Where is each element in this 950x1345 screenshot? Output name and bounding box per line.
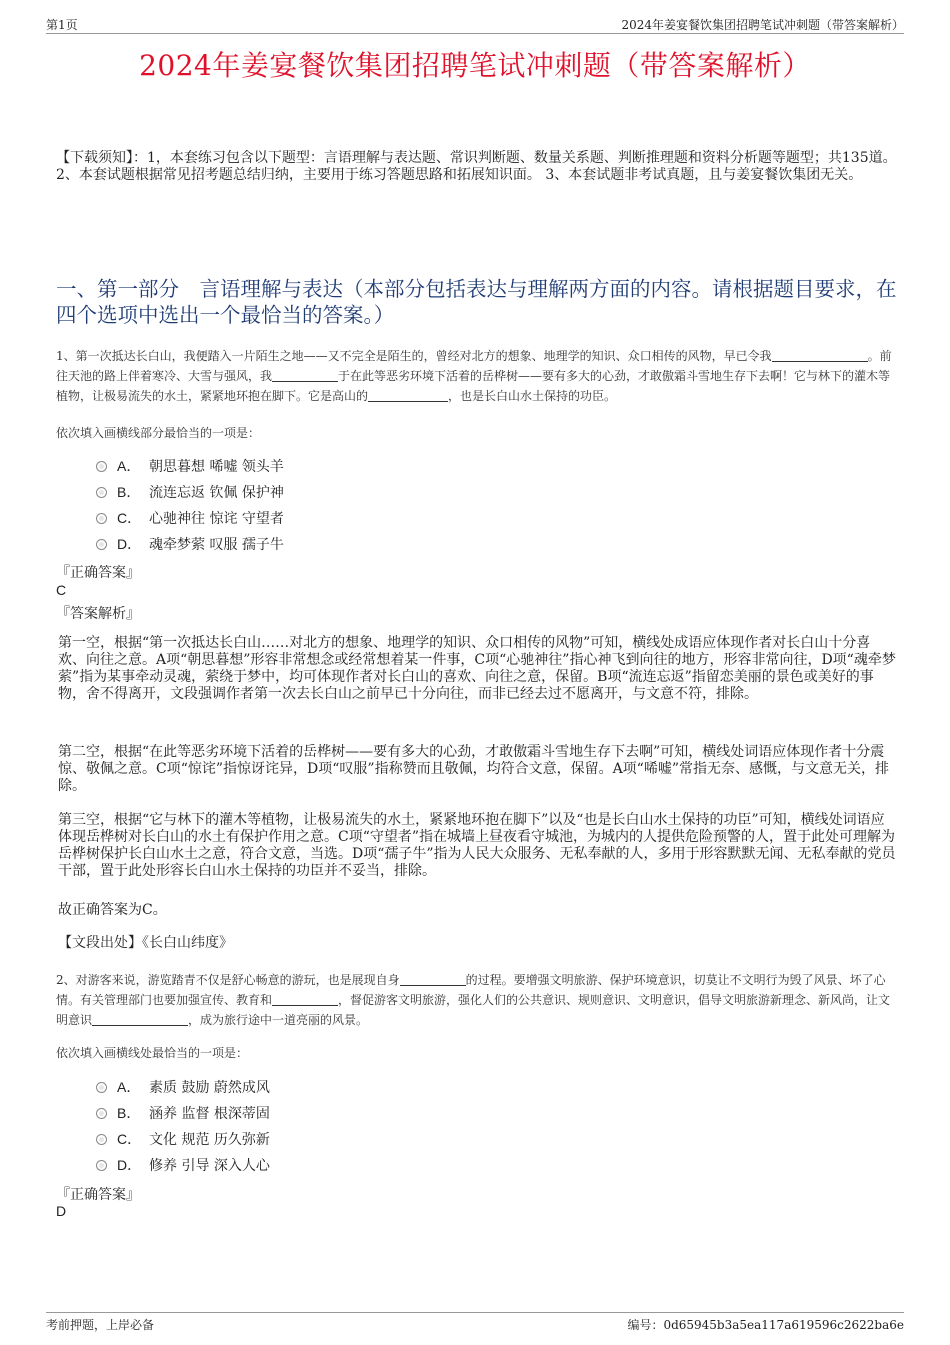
radio-icon[interactable] bbox=[96, 487, 107, 498]
page-footer bbox=[46, 1312, 904, 1334]
q1-answer: C bbox=[56, 582, 67, 598]
question-1-prompt: 依次填入画横线部分最恰当的一项是： bbox=[56, 426, 261, 440]
page-header bbox=[46, 14, 904, 34]
q1-answer-label: 『正确答案』 bbox=[56, 565, 140, 581]
radio-icon[interactable] bbox=[96, 461, 107, 472]
q2-option-a[interactable]: A． 素质 鼓励 蔚然成风 bbox=[96, 1077, 270, 1097]
radio-icon[interactable] bbox=[96, 1082, 107, 1093]
q2-answer-label: 『正确答案』 bbox=[56, 1187, 140, 1203]
blank-line bbox=[272, 369, 338, 382]
q1-analysis-paragraph-3: 第三空，根据“它与林下的灌木等植物，让极易流失的水土，紧紧地环抱在脚下”以及“也是长白山水土保持的功臣”可知，横线处词语应体现岳桦树对长白山的水土有保护作用之意。C项“守望者”指在城墙上昼夜看守城池，为城内的人提供危险预警的人，置于此处可理解为岳桦树保护长白山水土之意，符合文意，当选。D项“孺子牛”指为人民大众服务、无私奉献的人，多用于形容默默无闻、无私奉献的党员干部，置于此处形容长白山水土保持的功臣并不妥当，排除。 bbox=[58, 812, 896, 879]
page-number: 第1页 bbox=[46, 18, 78, 32]
blank-line bbox=[92, 1013, 188, 1026]
radio-icon[interactable] bbox=[96, 539, 107, 550]
q1-source: 【文段出处】《长白山纬度》 bbox=[58, 935, 233, 951]
footer-slogan: 考前押题，上岸必备 bbox=[46, 1318, 155, 1332]
q1-analysis-label: 『答案解析』 bbox=[56, 606, 140, 622]
q1-option-d[interactable]: D． 魂牵梦萦 叹服 孺子牛 bbox=[96, 534, 284, 554]
question-2-prompt: 依次填入画横线处最恰当的一项是： bbox=[56, 1046, 249, 1060]
radio-icon[interactable] bbox=[96, 1134, 107, 1145]
blank-line bbox=[368, 389, 448, 402]
radio-icon[interactable] bbox=[96, 1160, 107, 1171]
download-notice: 【下载须知】：1，本套练习包含以下题型：言语理解与表达题、常识判断题、数量关系题、判断推理题和资料分析题等题型；共135道。 2、本套试题根据常见招考题总结归纳，主要用于练习答题思路和拓展知识面。 3、本套试题非考试真题，且与姜宴餐饮集团无关。 bbox=[56, 150, 897, 183]
radio-icon[interactable] bbox=[96, 1108, 107, 1119]
question-2-text: 2、对游客来说，游览踏青不仅是舒心畅意的游玩，也是展现自身 的过程。要增强文明旅游、保护环境意识，切莫让不文明行为毁了风景、坏了心情。有关管理部门也要加强宣传、教育和 ，督促游客文明旅游，强化人们的公共意识、规则意识、文明意识，倡导文明旅游新理念、新风尚，让文明意识 ，成为旅行途中一道亮丽的风景。 bbox=[56, 973, 891, 1027]
q1-analysis-paragraph-1: 第一空，根据“第一次抵达长白山……对北方的想象、地理学的知识、众口相传的风物”可知，横线处成语应体现作者对长白山十分喜欢、向往之意。A项“朝思暮想”形容非常想念或经常想着某一件事，C项“心驰神往”指心神飞到向往的地方，形容非常向往，D项“魂牵梦萦”指为某事牵动灵魂，萦绕于梦中，均可体现作者对长白山的喜欢、向往之意，保留。B项“流连忘返”指留恋美丽的景色或美好的事物，舍不得离开，文段强调作者第一次去长白山之前早已十分向往，而非已经去过不愿离开，与文意不符，排除。 bbox=[58, 635, 896, 702]
q1-conclusion: 故正确答案为C。 bbox=[58, 902, 167, 918]
blank-line bbox=[272, 993, 338, 1006]
q2-option-d[interactable]: D． 修养 引导 深入人心 bbox=[96, 1155, 270, 1175]
q2-option-c[interactable]: C． 文化 规范 历久弥新 bbox=[96, 1129, 270, 1149]
q2-option-b[interactable]: B． 涵养 监督 根深蒂固 bbox=[96, 1103, 270, 1123]
q1-option-b[interactable]: B． 流连忘返 钦佩 保护神 bbox=[96, 482, 284, 502]
q1-analysis-paragraph-2: 第二空，根据“在此等恶劣环境下活着的岳桦树——要有多大的心劲，才敢傲霜斗雪地生存下去啊”可知，横线处词语应体现作者十分震惊、敬佩之意。C项“惊诧”指惊讶诧异，D项“叹服”指称赞而且敬佩，均符合文意，保留。A项“唏嘘”常指无奈、感慨，与文意无关，排除。 bbox=[58, 744, 889, 794]
q1-option-c[interactable]: C． 心驰神往 惊诧 守望者 bbox=[96, 508, 284, 528]
header-doc-title: 2024年姜宴餐饮集团招聘笔试冲刺题（带答案解析） bbox=[621, 18, 904, 32]
blank-line bbox=[772, 349, 868, 362]
page-title: 2024年姜宴餐饮集团招聘笔试冲刺题（带答案解析） bbox=[139, 49, 811, 82]
section-heading: 一、第一部分 言语理解与表达（本部分包括表达与理解两方面的内容。请根据题目要求，在四个选项中选出一个最恰当的答案。） bbox=[56, 277, 897, 327]
question-1-text: 1、第一次抵达长白山，我便踏入一片陌生之地——又不完全是陌生的，曾经对北方的想象、地理学的知识、众口相传的风物，早已令我 。前往天池的路上伴着寒冷、大雪与强风，我 于在此等恶劣环境下活着的岳桦树——要有多大的心劲，才敢傲霜斗雪地生存下去啊！它与林下的灌木等植物，让极易流失的水土，紧紧地环抱在脚下。它是高山的 ，也是长白山水土保持的功臣。 bbox=[56, 349, 892, 403]
q2-answer: D bbox=[56, 1203, 67, 1219]
footer-doc-id: 编号：0d65945b3a5ea117a619596c2622ba6e bbox=[627, 1318, 904, 1332]
blank-line bbox=[400, 973, 466, 986]
radio-icon[interactable] bbox=[96, 513, 107, 524]
q1-option-a[interactable]: A． 朝思暮想 唏嘘 领头羊 bbox=[96, 456, 284, 476]
